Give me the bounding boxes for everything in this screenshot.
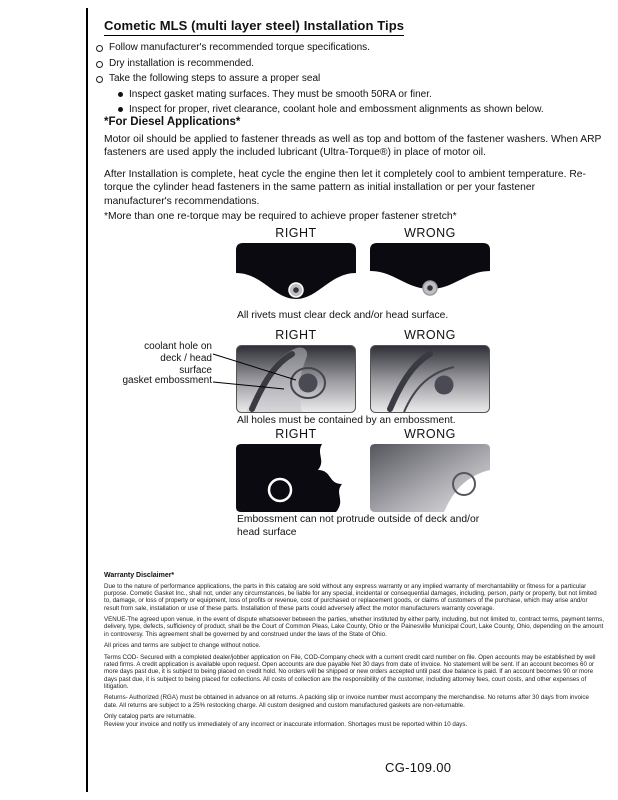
page-title: Cometic MLS (multi layer steel) Installation Tips [104, 18, 404, 36]
diagram-wrong-column [370, 328, 490, 413]
callout-pointer-lines [212, 344, 304, 400]
wrong-label: WRONG [404, 427, 456, 441]
install-tips-list [96, 42, 576, 120]
disclaimer-paragraph: VENUE-The agreed upon venue, in the event of dispute whatsoever between the parties, whether instituted by either party, including, but not limited to, contract terms, payment terms, delivery, type, defects, sufficiency of product, shall be the Court of Common Pleas, Lake County, Ohio or the Painesville Municipal Court, Lake County, Ohio, depending on the amount in controversy. This agreement shall be governed by and construed under the laws of the State of Ohio. [104, 616, 604, 638]
right-label: RIGHT [275, 226, 317, 240]
disclaimer-heading: Warranty Disclaimer* [104, 572, 175, 579]
tip-text: Inspect gasket mating surfaces. They must be smooth 50RA or finer. [129, 88, 432, 100]
diagram-wrong-column [370, 226, 490, 305]
tip-text: Follow manufacturer's recommended torque specifications. [109, 42, 370, 53]
open-bullet-icon [96, 61, 103, 68]
open-bullet-icon [96, 76, 103, 83]
protrusion-caption: Embossment can not protrude outside of deck and/or head surface [237, 514, 480, 538]
rivet-wrong-diagram [370, 243, 490, 305]
diagram-row-rivets [236, 226, 490, 305]
retorque-note: *More than one re-torque may be required to achieve proper fastener stretch* [104, 211, 457, 222]
tip-sub-item [118, 104, 576, 117]
rivet-right-diagram [236, 243, 356, 305]
right-label: RIGHT [275, 328, 317, 342]
gasket-embossment-label: gasket embossment [122, 375, 212, 386]
embossment-wrong-diagram [370, 345, 490, 413]
open-bullet-icon [96, 45, 103, 52]
disclaimer-paragraph: Terms COD- Secured with a completed dealer/jobber application on File, COD-Company check with a current credit card number on file. Open accounts may be established by well rated firms. A credit application is available upon request. Open accounts are due payable Net 30 days from date of invoice. No statement will be sent. If an account becomes 60 or more days past due, it is subject to being placed on credit hold. No orders will be shipped or new orders accepted until past due balance is paid. If an account becomes 90 or more days past due, it is subject to being placed for collections. All costs of collection are the responsibility of the customer, including attorney fees, court costs, and other expenses of litigation. [104, 654, 596, 690]
wrong-label: WRONG [404, 226, 456, 240]
diesel-applications-heading: *For Diesel Applications* [104, 116, 241, 128]
tip-text: Take the following steps to assure a proper seal [109, 73, 321, 84]
diagram-right-column [236, 226, 356, 305]
protrusion-wrong-diagram [370, 444, 490, 512]
disclaimer-paragraph: All prices and terms are subject to change without notice. [104, 642, 261, 650]
tip-item [96, 73, 576, 86]
disclaimer-paragraph: Review your invoice and notify us immediately of any incorrect or inaccurate information. Shortages must be reported within 10 days. [104, 721, 468, 728]
tip-sub-item [118, 89, 576, 102]
disclaimer-paragraph: Due to the nature of performance applications, the parts in this catalog are sold without any express warranty or any implied warranty of merchantability or fitness for a particular purpose. Cometic Gasket Inc., shall not, under any circumstances, be liable for any special, incidental or consequential damages, including, person, party or property, but not limited to, damage, or loss of property or equipment, loss of profits or revenue, cost of purchased or replacement goods, or claims of customers of the purchase, which may arise and/or result from sale, installation or use of these parts. Installation of these parts could adversely affect the motor manufacturers warranty coverage. [104, 583, 597, 612]
right-label: RIGHT [275, 427, 317, 441]
embossment-caption: All holes must be contained by an embossment. [237, 415, 456, 426]
tip-item [96, 58, 576, 71]
diagram-right-column [236, 427, 356, 512]
warranty-disclaimer [104, 572, 604, 733]
diesel-paragraph-2: After Installation is complete, heat cycle the engine then let it completely cool to ambient temperature. Re-torque the cylinder head fasteners in the same pattern as initial installation or per your fastener manufacturer's recommendations. [104, 169, 586, 207]
diagram-wrong-column [370, 427, 490, 512]
tip-text: Dry installation is recommended. [109, 57, 255, 69]
protrusion-right-diagram [236, 444, 356, 512]
tip-item [96, 42, 576, 55]
coolant-hole-icon [435, 376, 454, 395]
tip-text: Inspect for proper, rivet clearance, coolant hole and embossment alignments as shown below. [129, 104, 544, 115]
page-code: CG-109.00 [385, 760, 452, 775]
filled-bullet-icon [118, 107, 123, 112]
disclaimer-paragraph: Returns- Authorized (RGA) must be obtained in advance on all returns. A packing slip or invoice number must accompany the merchandise. No returns after 30 days from invoice date. All returns are subject to a 25% restocking charge. All custom designed and custom manufactured gaskets are non-returnable. [104, 694, 589, 709]
diagram-row-protrusion [236, 427, 490, 512]
coolant-hole-label: coolant hole on deck / head surface [144, 341, 212, 376]
diesel-paragraph-1: Motor oil should be applied to fastener threads as well as top and bottom of the fastener washers. When ARP fasteners are used apply the included lubricant (Ultra-Torque®) in place of motor oil. [104, 134, 602, 159]
left-border-rule [86, 8, 88, 792]
disclaimer-paragraph: Only catalog parts are returnable. [104, 713, 196, 721]
wrong-label: WRONG [404, 328, 456, 342]
filled-bullet-icon [118, 92, 123, 97]
rivet-caption: All rivets must clear deck and/or head surface. [237, 310, 449, 321]
